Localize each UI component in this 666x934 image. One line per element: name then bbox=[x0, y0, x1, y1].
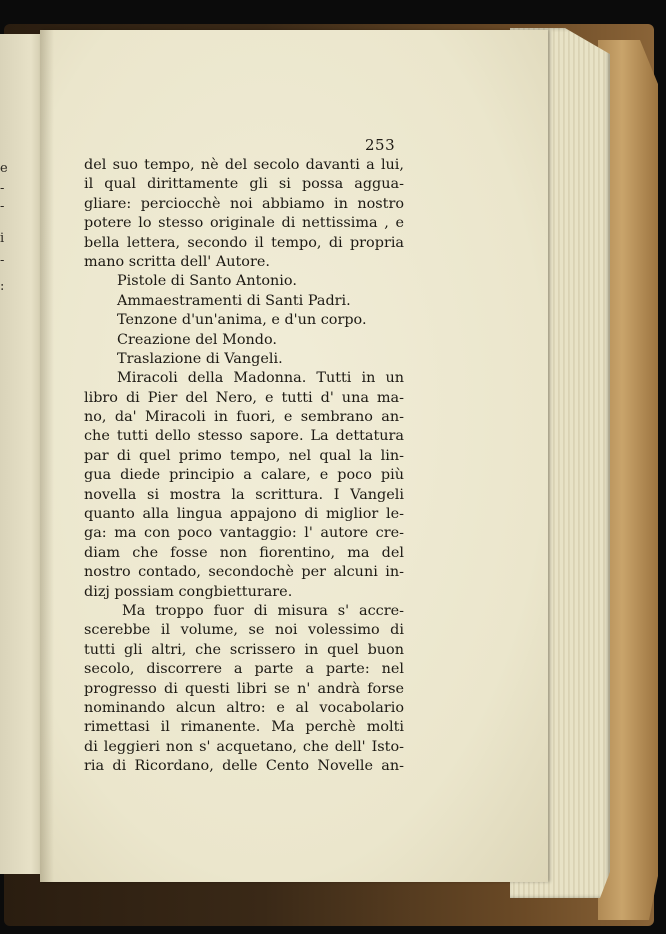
text-line: rimettasi il rimanente. Ma perchè molti bbox=[84, 719, 404, 736]
text-line: Traslazione di Vangeli. bbox=[117, 350, 283, 367]
text-line: gliare: perciocchè noi abbiamo in nostro bbox=[84, 195, 404, 212]
text-line: par di quel primo tempo, nel qual la lin- bbox=[84, 447, 404, 464]
text-line: gua diede principio a calare, e poco più bbox=[84, 467, 404, 484]
left-page-fragment: : bbox=[0, 279, 5, 294]
text-line: Miracoli della Madonna. Tutti in un bbox=[117, 370, 404, 387]
text-line: novella si mostra la scrittura. I Vangeli bbox=[84, 486, 404, 503]
left-page-fragment: i bbox=[0, 231, 5, 246]
left-page-fragment: - bbox=[0, 253, 5, 268]
text-line: nostro contado, secondochè per alcuni in- bbox=[84, 564, 404, 581]
text-line: il qual dirittamente gli si possa aggua- bbox=[84, 176, 404, 193]
left-facing-page bbox=[0, 34, 45, 874]
text-line: potere lo stesso originale di nettissima , e bbox=[84, 215, 404, 232]
text-line: Tenzone d'un'anima, e d'un corpo. bbox=[117, 312, 367, 329]
text-line: Ammaestramenti di Santi Padri. bbox=[117, 292, 351, 309]
text-line: nominando alcun altro: e al vocabolario bbox=[84, 699, 404, 716]
left-page-fragment: - bbox=[0, 181, 5, 196]
text-line: mano scritta dell' Autore. bbox=[84, 253, 270, 270]
text-line: tutti gli altri, che scrissero in quel buon bbox=[84, 641, 404, 658]
text-line: quanto alla lingua appajono di miglior le- bbox=[84, 506, 404, 523]
text-line: dizj possiam congbietturare. bbox=[84, 583, 293, 600]
page-number: 253 bbox=[365, 136, 396, 154]
text-line: secolo, discorrere a parte a parte: nel bbox=[84, 661, 404, 678]
text-line: progresso di questi libri se n' andrà forse bbox=[84, 680, 404, 697]
text-line: Creazione del Mondo. bbox=[117, 331, 277, 348]
text-line: del suo tempo, nè del secolo davanti a lui, bbox=[84, 157, 404, 173]
text-line: ria di Ricordano, delle Cento Novelle an- bbox=[84, 758, 404, 775]
text-line: ga: ma con poco vantaggio: l' autore cre- bbox=[84, 525, 404, 542]
gutter-shadow bbox=[40, 30, 54, 882]
text-line: Pistole di Santo Antonio. bbox=[117, 273, 297, 290]
text-line: scerebbe il volume, se noi volessimo di bbox=[84, 622, 404, 639]
text-line: libro di Pier del Nero, e tutti d' una ma- bbox=[84, 389, 404, 406]
text-line: no, da' Miracoli in fuori, e sembrano an- bbox=[84, 409, 404, 426]
text-line: Ma troppo fuor di misura s' accre- bbox=[122, 602, 404, 619]
left-page-fragment: - bbox=[0, 199, 5, 214]
book-page bbox=[40, 30, 548, 882]
text-line: che tutti dello stesso sapore. La dettatura bbox=[84, 428, 404, 445]
text-line: di leggieri non s' acquetano, che dell' Isto- bbox=[84, 738, 404, 755]
page-body-text bbox=[84, 156, 404, 777]
text-line: diam che fosse non fiorentino, ma del bbox=[84, 544, 404, 561]
text-line: bella lettera, secondo il tempo, di propria bbox=[84, 234, 404, 251]
left-page-fragment: e bbox=[0, 161, 8, 176]
